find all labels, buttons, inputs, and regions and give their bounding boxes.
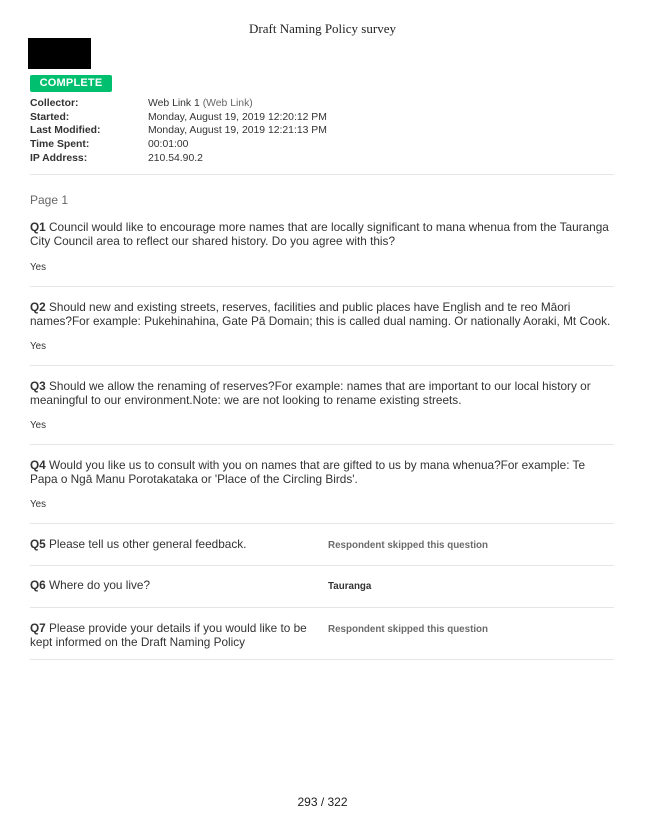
meta-label: IP Address: — [30, 152, 88, 164]
question-q2 — [30, 301, 614, 328]
question-text: Where do you live? — [49, 578, 151, 592]
divider — [30, 523, 614, 524]
answer-q2: Yes — [30, 341, 46, 352]
question-number: Q6 — [30, 578, 46, 592]
question-q7 — [30, 622, 310, 649]
page-label: Page 1 — [30, 193, 69, 207]
divider — [30, 286, 614, 287]
document-title: Draft Naming Policy survey — [249, 21, 396, 36]
divider — [30, 444, 614, 445]
question-text: Would you like us to consult with you on names that are gifted to us by mana whenua?For example: Te Papa o Ngā Manu Porotakataka or 'Place of the Circling Birds'. — [30, 458, 586, 486]
question-q1 — [30, 221, 614, 248]
question-number: Q4 — [30, 458, 46, 472]
answer-q1: Yes — [30, 262, 46, 273]
question-q5 — [30, 538, 310, 552]
meta-row-collector — [30, 97, 327, 111]
meta-value: Monday, August 19, 2019 12:21:13 PM — [148, 125, 327, 137]
page-number: 293 / 322 — [297, 795, 348, 809]
question-number: Q2 — [30, 300, 46, 314]
answer-q7: Respondent skipped this question — [328, 624, 489, 635]
answer-q4: Yes — [30, 499, 46, 510]
divider — [30, 565, 614, 566]
meta-value: 00:01:00 — [148, 139, 189, 151]
answer-q3: Yes — [30, 420, 46, 431]
meta-row-ip-address — [30, 152, 327, 166]
meta-row-last-modified — [30, 124, 327, 138]
meta-row-time-spent — [30, 138, 327, 152]
divider — [30, 659, 614, 660]
meta-label: Started: — [30, 111, 70, 123]
meta-label: Time Spent: — [30, 139, 90, 151]
question-number: Q5 — [30, 537, 46, 551]
meta-row-started — [30, 111, 327, 125]
question-text: Should new and existing streets, reserves, facilities and public places have English and te reo Māori names?For example: Pukehinahina, Gate Pā Domain; this is called dual naming. Or nationally Aoraki, Mt Cook. — [30, 300, 611, 328]
question-q3 — [30, 380, 614, 407]
question-q4 — [30, 459, 614, 486]
question-text: Should we allow the renaming of reserves?For example: names that are important to our local history or meaningful to our environment.Note: we are not looking to rename existing streets. — [30, 379, 591, 407]
meta-value: Web Link 1 (Web Link) — [148, 98, 253, 109]
meta-value: Monday, August 19, 2019 12:20:12 PM — [148, 111, 327, 123]
divider — [30, 607, 614, 608]
meta-label: Collector: — [30, 98, 79, 109]
question-text: Please tell us other general feedback. — [49, 537, 247, 551]
question-q6 — [30, 579, 310, 593]
divider — [30, 365, 614, 366]
question-number: Q3 — [30, 379, 46, 393]
question-text: Council would like to encourage more names that are locally significant to mana whenua from the Tauranga City Council area to reflect our shared history. Do you agree with this? — [30, 220, 609, 248]
question-text: Please provide your details if you would like to be kept informed on the Draft Naming Policy — [30, 621, 307, 649]
response-metadata — [30, 97, 327, 165]
question-number: Q1 — [30, 220, 46, 234]
redacted-logo — [28, 38, 91, 69]
status-badge: COMPLETE — [30, 75, 112, 92]
question-number: Q7 — [30, 621, 46, 635]
answer-q5: Respondent skipped this question — [328, 540, 489, 551]
meta-value: 210.54.90.2 — [148, 152, 203, 164]
answer-q6: Tauranga — [328, 581, 372, 592]
meta-label: Last Modified: — [30, 125, 101, 137]
divider — [30, 174, 614, 175]
